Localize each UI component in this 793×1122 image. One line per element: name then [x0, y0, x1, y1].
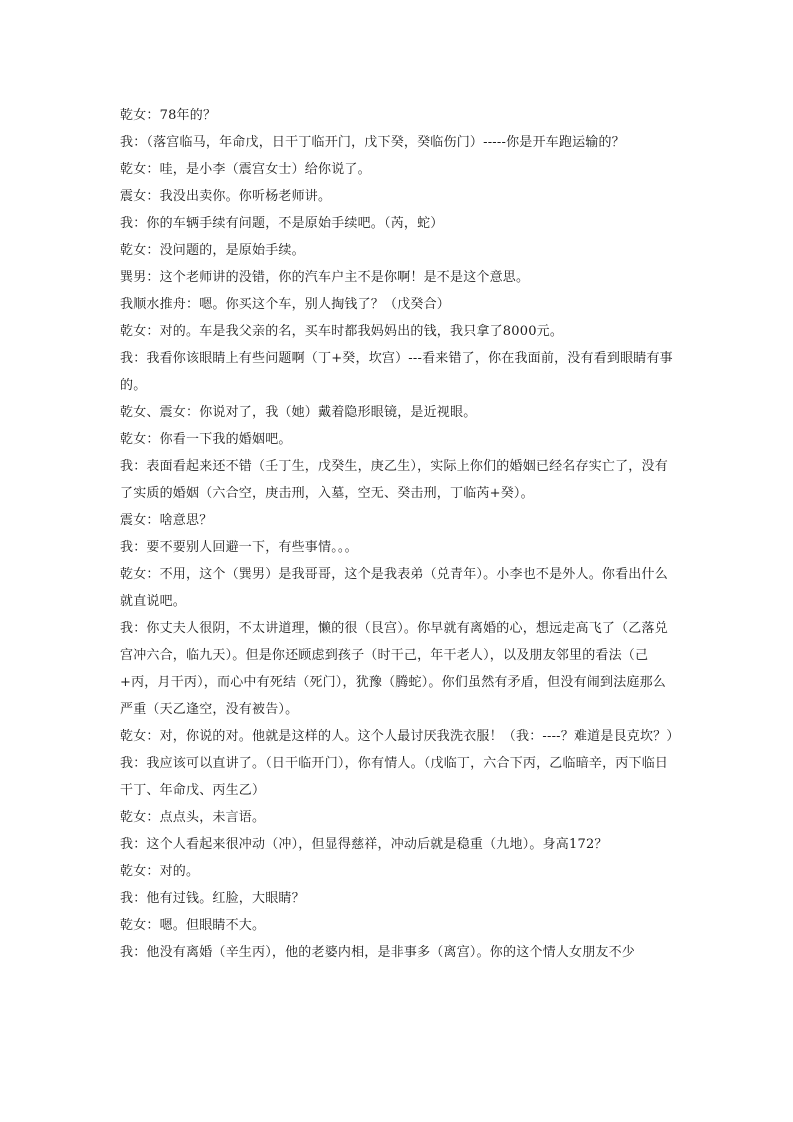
- paragraph: 乾女：点点头，未言语。: [120, 810, 266, 825]
- paragraph: 我：要不要别人回避一下，有些事情。。。: [120, 540, 358, 555]
- paragraph: 乾女：哇，是小李（震宫女士）给你说了。: [120, 162, 371, 177]
- paragraph: 我：我应该可以直讲了。（日干临开门），你有情人。（戊临丁，六合下丙，乙临暗辛，丙下临日干丁、年命戊、丙生乙）: [120, 756, 669, 798]
- paragraph: 我：他有过钱。红脸，大眼睛？: [120, 891, 305, 906]
- paragraph: 乾女：对，你说的对。他就是这样的人。这个人最讨厌我洗衣服！（我：----？难道是艮克坎？）: [120, 729, 680, 744]
- paragraph: 乾女：你看一下我的婚姻吧。: [120, 432, 292, 447]
- paragraph: 乾女：对的。车是我父亲的名，买车时都我妈妈出的钱，我只拿了8000元。: [120, 324, 564, 339]
- paragraph: 乾女：对的。: [120, 864, 200, 879]
- paragraph: 我：这个人看起来很冲动（冲），但显得慈祥，冲动后就是稳重（九地）。身高172？: [120, 837, 608, 852]
- paragraph: 乾女：嗯。但眼睛不大。: [120, 918, 266, 933]
- paragraph: 我：他没有离婚（辛生丙），他的老婆内相，是非事多（离宫）。你的这个情人女朋友不少: [120, 945, 636, 960]
- document-body: [120, 102, 680, 966]
- paragraph: 巽男：这个老师讲的没错，你的汽车户主不是你啊！是不是这个意思。: [120, 270, 530, 285]
- paragraph: 震女：啥意思？: [120, 513, 213, 528]
- paragraph: 我：你丈夫人很阴，不太讲道理，懒的很（艮宫）。你早就有离婚的心，想远走高飞了（乙落兑宫冲六合，临九天）。但是你还顾虑到孩子（时干己，年干老人），以及朋友邻里的看法（己+丙，月干丙），而心中有死结（死门），犹豫（腾蛇）。你们虽然有矛盾，但没有闹到法庭那么严重（天乙逢空，没有被告）。: [120, 621, 668, 717]
- paragraph: 乾女、震女：你说对了，我（她）戴着隐形眼镜，是近视眼。: [120, 405, 477, 420]
- paragraph: 我顺水推舟：嗯。你买这个车，别人掏钱了？（戊癸合）: [120, 297, 451, 312]
- paragraph: 乾女：没问题的，是原始手续。: [120, 243, 305, 258]
- paragraph: 乾女：78年的？: [120, 108, 217, 123]
- paragraph: 震女：我没出卖你。你听杨老师讲。: [120, 189, 332, 204]
- paragraph: 我：（落宫临马，年命戊，日干丁临开门，戊下癸，癸临伤门）-----你是开车跑运输的？: [120, 135, 625, 150]
- paragraph: 我：你的车辆手续有问题，不是原始手续吧。（芮，蛇）: [120, 216, 444, 231]
- paragraph: 我：我看你该眼睛上有些问题啊（丁+癸，坎宫）---看来错了，你在我面前，没有看到眼睛有事的。: [120, 351, 673, 393]
- paragraph: 乾女：不用，这个（巽男）是我哥哥，这个是我表弟（兑青年）。小李也不是外人。你看出什么就直说吧。: [120, 567, 668, 609]
- paragraph: 我：表面看起来还不错（壬丁生，戊癸生，庚乙生），实际上你们的婚姻已经名存实亡了，没有了实质的婚姻（六合空，庚击刑，入墓，空无、癸击刑，丁临芮+癸）。: [120, 459, 668, 501]
